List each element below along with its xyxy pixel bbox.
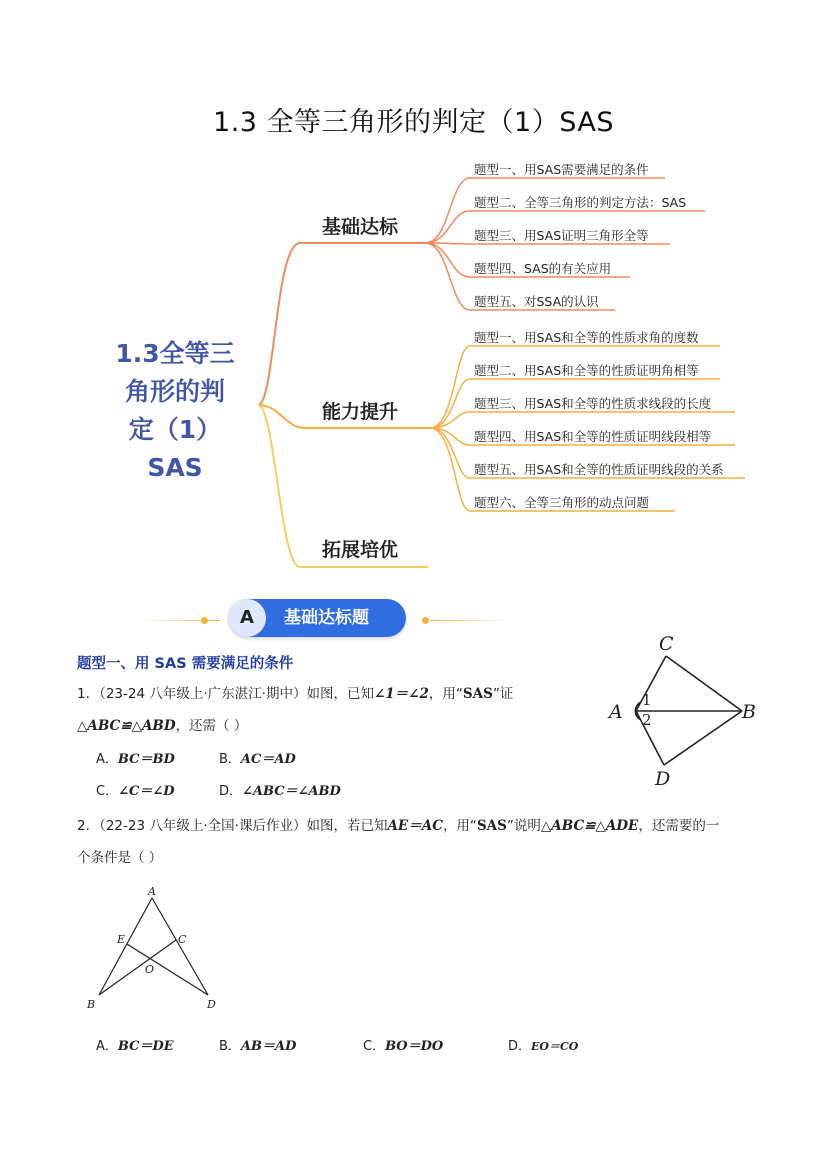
mindmap-leaf: 题型一、用SAS和全等的性质求角的度数 [474, 330, 699, 345]
q1-lead: 1．（23-24 八年级上·广东湛江·期中）如图，已知 [77, 686, 374, 702]
mindmap-branch-extend: 拓展培优 [322, 539, 399, 561]
q1-label-a: A [609, 701, 623, 723]
banner-divider-right [430, 620, 510, 621]
q2-claim: △ABC≌△ADE [540, 818, 639, 834]
banner-letter: A [228, 599, 266, 637]
option-value: BC＝BD [117, 752, 175, 767]
q2-option-a[interactable] [96, 1035, 174, 1054]
q1-label-b: B [742, 701, 756, 723]
section-title: 题型一、用 SAS 需要满足的条件 [77, 656, 294, 672]
mindmap-branch-improve: 能力提升 [322, 401, 399, 423]
q2-label-a: A [148, 885, 156, 898]
q1-figure [595, 625, 775, 795]
q2-option-b[interactable] [219, 1035, 296, 1054]
option-key: A． [96, 1039, 118, 1054]
q2-label-o: O [145, 963, 155, 976]
mindmap-root-line: 定（1） [128, 415, 222, 444]
banner-dot-right [422, 617, 429, 624]
q1-label-angle-2: 2 [642, 711, 652, 729]
option-key: B． [219, 752, 241, 767]
mindmap-root [90, 335, 260, 487]
option-key: A． [96, 752, 118, 767]
page-title: 1.3 全等三角形的判定（1）SAS [213, 107, 614, 138]
q2-mid: ，用“ [442, 818, 477, 834]
q2-sas: SAS [476, 818, 507, 834]
q1-label-d: D [655, 768, 671, 790]
mindmap-leaf: 题型一、用SAS需要满足的条件 [474, 162, 649, 177]
question-1-line-1 [77, 682, 513, 702]
q2-condition: AE＝AC [387, 818, 443, 834]
mindmap-root-line: 1.3全等三 [115, 339, 235, 368]
section-banner [228, 599, 406, 637]
banner-divider-left [140, 620, 220, 621]
option-key: C． [363, 1039, 386, 1054]
mindmap-leaf: 题型三、用SAS和全等的性质求线段的长度 [474, 396, 712, 411]
q1-tail: ”证 [492, 686, 514, 702]
q1-condition: ∠1＝∠2 [373, 686, 429, 702]
banner-label: 基础达标题 [284, 608, 369, 628]
q1-label-angle-1: 1 [642, 691, 652, 709]
q2-option-c[interactable] [363, 1035, 443, 1054]
q1-option-d[interactable] [219, 780, 341, 799]
q1-line2-tail: ，还需（ ） [175, 718, 248, 734]
option-value: AB＝AD [240, 1039, 297, 1054]
q1-mid: ，用“ [428, 686, 463, 702]
question-1-line-2 [77, 714, 247, 734]
q2-label-e: E [117, 933, 126, 946]
option-value: AC＝AD [240, 752, 296, 767]
option-value: EO＝CO [531, 1040, 579, 1053]
option-value: BO＝DO [385, 1039, 444, 1054]
q2-tail: ，还需要的一 [638, 818, 720, 834]
mindmap-leaf: 题型四、用SAS和全等的性质证明线段相等 [474, 429, 712, 444]
q2-label-c: C [178, 933, 187, 946]
option-value: ∠ABC＝∠ABD [242, 784, 341, 799]
mindmap-leaf: 题型二、用SAS和全等的性质证明角相等 [474, 363, 699, 378]
q2-figure [80, 880, 230, 1020]
q2-lead: 2．（22-23 八年级上·全国·课后作业）如图，若已知 [77, 818, 388, 834]
mindmap-root-line: 角形的判 [124, 377, 225, 406]
option-key: B． [219, 1039, 241, 1054]
option-key: D． [508, 1039, 532, 1054]
q1-claim: △ABC≌△ABD [77, 718, 176, 734]
q2-mid2: ”说明 [506, 818, 541, 834]
q1-option-c[interactable] [96, 780, 174, 799]
q1-label-c: C [659, 633, 674, 655]
q1-sas: SAS [462, 686, 493, 702]
q2-label-d: D [207, 998, 216, 1011]
q2-option-d[interactable] [508, 1035, 578, 1054]
mindmap-leaf: 题型四、SAS的有关应用 [474, 261, 612, 276]
mindmap-leaf: 题型五、对SSA的认识 [474, 294, 599, 309]
q1-option-a[interactable] [96, 748, 175, 767]
option-key: C． [96, 784, 119, 799]
q1-option-b[interactable] [219, 748, 296, 767]
option-key: D． [219, 784, 243, 799]
option-value: BC＝DE [117, 1039, 174, 1054]
mindmap-leaf: 题型六、全等三角形的动点问题 [474, 495, 650, 510]
mindmap-leaf: 题型二、全等三角形的判定方法：SAS [474, 195, 687, 210]
option-value: ∠C＝∠D [118, 784, 175, 799]
mindmap-branch-basic: 基础达标 [322, 216, 399, 238]
question-2-line-2: 个条件是（ ） [77, 850, 163, 866]
q2-label-b: B [87, 998, 96, 1011]
banner-dot-left [201, 617, 208, 624]
mindmap-root-line: SAS [147, 453, 203, 482]
question-2-line-1 [77, 814, 719, 834]
mindmap-leaf: 题型五、用SAS和全等的性质证明线段的关系 [474, 462, 724, 477]
mindmap-leaf: 题型三、用SAS证明三角形全等 [474, 228, 649, 243]
